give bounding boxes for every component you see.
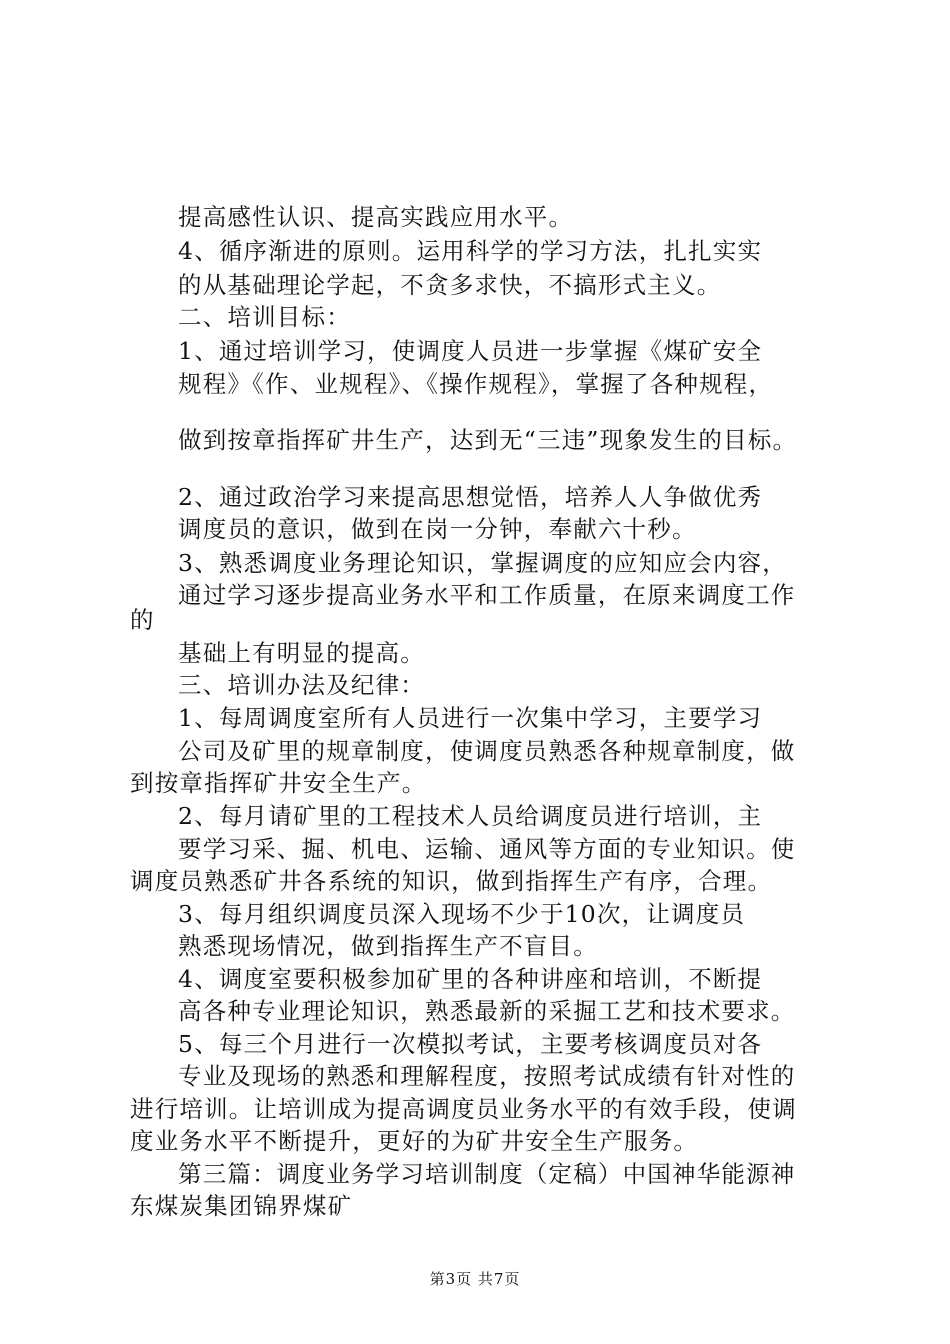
body-line-29: 第三篇：调度业务学习培训制度（定稿）中国神华能源神 bbox=[178, 1160, 796, 1188]
page-number-footer: 第3页 共7页 bbox=[429, 1270, 521, 1288]
body-line-7: 做到按章指挥矿井生产，达到无“三违”现象发生的目标。 bbox=[178, 426, 798, 454]
body-line-19: 要学习采、掘、机电、运输、通风等方面的专业知识。使 bbox=[178, 835, 796, 863]
body-line-4: 二、培训目标： bbox=[178, 303, 351, 331]
body-line-15: 1、每周调度室所有人员进行一次集中学习，主要学习 bbox=[178, 704, 763, 732]
body-line-25: 5、每三个月进行一次模拟考试，主要考核调度员对各 bbox=[178, 1030, 763, 1058]
body-line-6: 规程》《作、业规程》、《操作规程》，掌握了各种规程， bbox=[178, 370, 774, 398]
body-line-28: 度业务水平不断提升，更好的为矿井安全生产服务。 bbox=[130, 1127, 699, 1155]
body-line-26: 专业及现场的熟悉和理解程度，按照考试成绩有针对性的 bbox=[178, 1062, 796, 1090]
body-line-5: 1、通过培训学习，使调度人员进一步掌握《煤矿安全 bbox=[178, 337, 763, 365]
body-line-17: 到按章指挥矿井安全生产。 bbox=[130, 769, 427, 797]
body-line-13: 基础上有明显的提高。 bbox=[178, 639, 425, 667]
body-line-22: 熟悉现场情况，做到指挥生产不盲目。 bbox=[178, 932, 598, 960]
body-line-9: 调度员的意识，做到在岗一分钟，奉献六十秒。 bbox=[178, 515, 697, 543]
body-line-24: 高各种专业理论知识，熟悉最新的采掘工艺和技术要求。 bbox=[178, 997, 796, 1025]
body-line-21: 3、每月组织调度员深入现场不少于10次，让调度员 bbox=[178, 900, 746, 928]
body-line-10: 3、熟悉调度业务理论知识，掌握调度的应知应会内容， bbox=[178, 549, 787, 577]
body-line-8: 2、通过政治学习来提高思想觉悟，培养人人争做优秀 bbox=[178, 483, 763, 511]
body-line-3: 的从基础理论学起，不贪多求快，不搞形式主义。 bbox=[178, 271, 722, 299]
body-line-14: 三、培训办法及纪律： bbox=[178, 671, 425, 699]
body-line-18: 2、每月请矿里的工程技术人员给调度员进行培训，主 bbox=[178, 802, 763, 830]
body-line-11: 通过学习逐步提高业务水平和工作质量，在原来调度工作 bbox=[178, 581, 796, 609]
body-line-16: 公司及矿里的规章制度，使调度员熟悉各种规章制度，做 bbox=[178, 737, 796, 765]
body-line-27: 进行培训。让培训成为提高调度员业务水平的有效手段，使调 bbox=[130, 1095, 797, 1123]
body-line-12: 的 bbox=[130, 606, 155, 634]
body-line-30: 东煤炭集团锦界煤矿 bbox=[130, 1192, 353, 1220]
body-line-2: 4、循序渐进的原则。运用科学的学习方法，扎扎实实 bbox=[178, 237, 763, 265]
body-line-20: 调度员熟悉矿井各系统的知识，做到指挥生产有序，合理。 bbox=[130, 867, 773, 895]
body-line-1: 提高感性认识、提高实践应用水平。 bbox=[178, 203, 574, 231]
body-line-23: 4、调度室要积极参加矿里的各种讲座和培训，不断提 bbox=[178, 965, 763, 993]
